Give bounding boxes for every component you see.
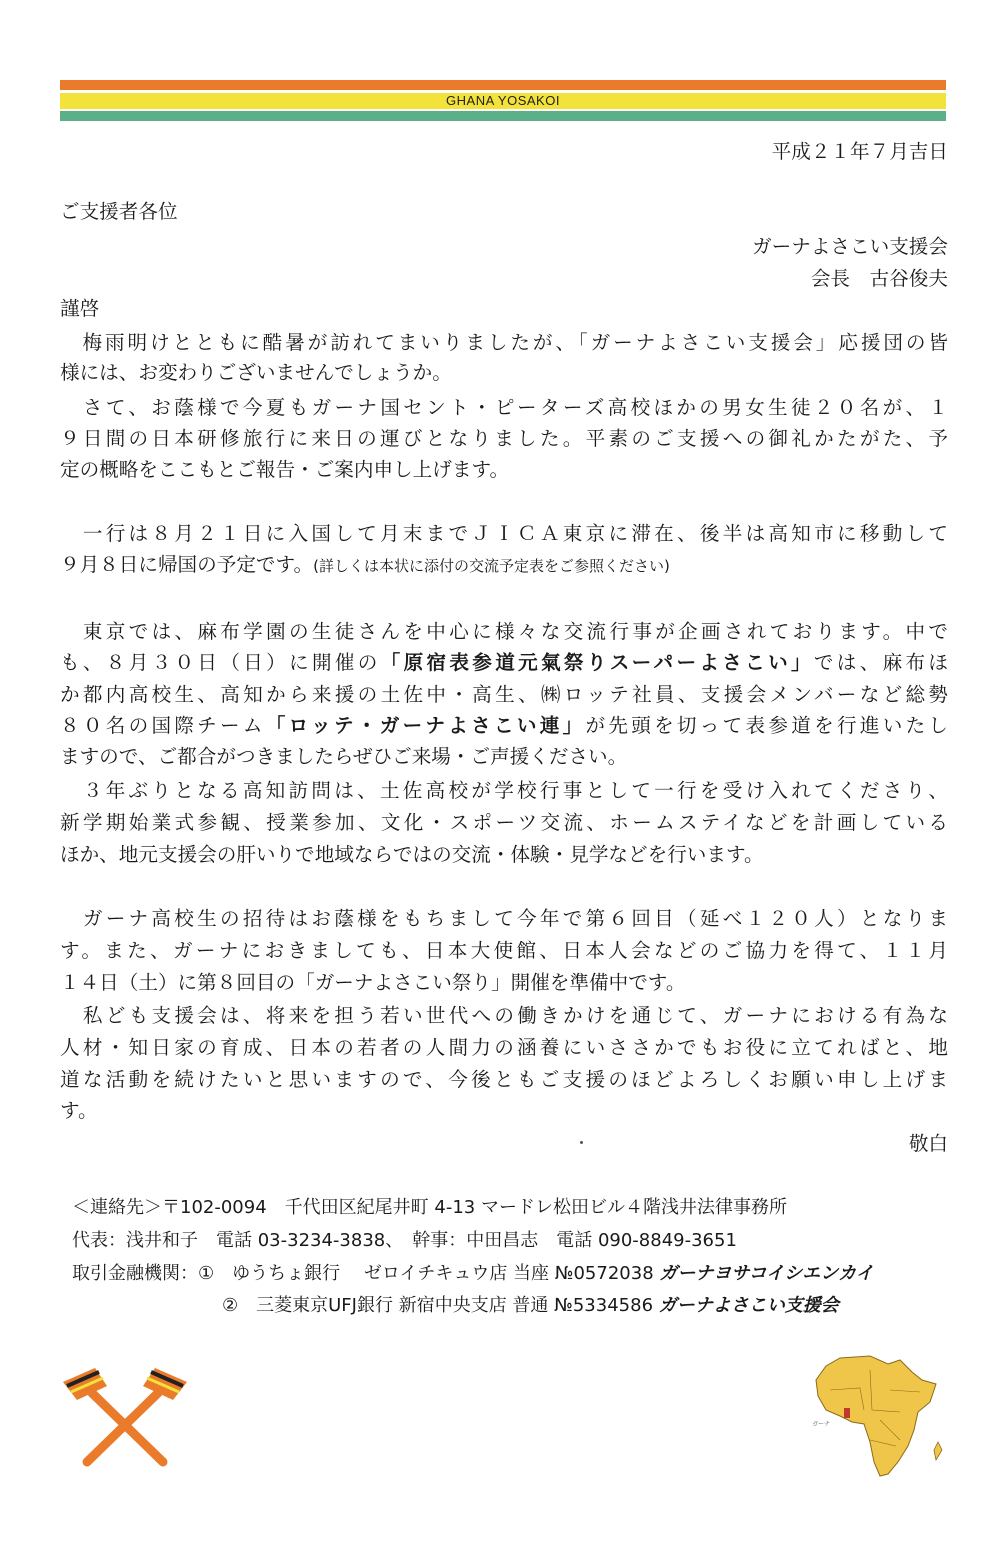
bank-account-1-info: 取引金融機関：① ゆうちょ銀行 ゼロイチキュウ店 当座 №0572038 — [72, 1263, 654, 1284]
body-line: ますので、ご都合がつきましたらぜひご来場・ご声援ください。 — [60, 745, 628, 768]
body-line: 定の概略をここもとご報告・ご案内申し上げます。 — [60, 458, 510, 481]
contact-phones: 代表：浅井和子 電話 03-3234-3838、 幹事：中田昌志 電話 090-8849-3651 — [72, 1230, 737, 1251]
event-name: 「原宿表参道元氣祭りスーパーよさこい」 — [380, 651, 814, 674]
body-line: す。 — [60, 1099, 98, 1122]
addressee: ご支援者各位 — [60, 200, 178, 223]
body-text: ９月８日に帰国の予定です。 — [60, 553, 314, 576]
header-stripe-green — [60, 111, 946, 121]
bank-account-1-holder: ガーナヨサコイシエンカイ — [659, 1263, 874, 1284]
contact-address: ＜連絡先＞〒102-0094 千代田区紀尾井町 4-13 マードレ松田ビル４階浅井法律事務所 — [72, 1197, 787, 1218]
body-text: も、８月３０日（日）に開催の — [60, 651, 381, 674]
attachment-note: (詳しくは本状に添付の交流予定表をご参照ください) — [313, 557, 670, 575]
body-text: が先頭を切って表参道を行進いたし — [585, 714, 948, 737]
sender-name: 会長 古谷俊夫 — [810, 267, 948, 290]
closing: 敬白 — [908, 1132, 948, 1155]
body-line: 一行は８月２１日に入国して月末までＪＩＣＡ東京に滞在、後半は高知市に移動して — [60, 522, 948, 545]
body-line — [60, 714, 948, 738]
scan-speck — [580, 1141, 583, 1144]
header-stripe-orange — [60, 80, 946, 90]
body-text: ８０名の国際チーム — [60, 714, 266, 737]
body-line: ９日間の日本研修旅行に来日の運びとなりました。平素のご支援への御礼かたがた、予 — [60, 427, 948, 450]
body-line: 東京では、麻布学園の生徒さんを中心に様々な交流行事が企画されております。中で — [60, 620, 948, 643]
body-line — [60, 651, 948, 675]
header-title: GHANA YOSAKOI — [446, 93, 560, 108]
sender-org: ガーナよさこい支援会 — [752, 235, 948, 258]
body-line: す。また、ガーナにおきましても、日本大使館、日本人会などのご協力を得て、１１月 — [60, 939, 948, 962]
body-line: 様には、お変わりございませんでしょうか。 — [60, 361, 452, 384]
body-line: ガーナ高校生の招待はお蔭様をもちまして今年で第６回目（延べ１２０人）となりま — [60, 907, 948, 930]
body-line: 人材・知日家の育成、日本の若者の人間力の涵養にいささかでもお役に立てればと、地 — [60, 1036, 948, 1059]
crossed-oars-logo — [55, 1360, 195, 1470]
body-line: １４日（土）に第８回目の「ガーナよさこい祭り」開催を準備中です。 — [60, 971, 686, 994]
body-text: では、麻布ほ — [813, 651, 948, 674]
body-line: 道な活動を続けたいと思いますので、今後ともご支援のほどよろしくお願い申し上げま — [60, 1068, 948, 1091]
ghana-marker — [844, 1408, 850, 1418]
bank-account-2 — [222, 1294, 839, 1318]
body-line: 新学期始業式参観、授業参加、文化・スポーツ交流、ホームステイなどを計画している — [60, 811, 948, 834]
body-line: 梅雨明けとともに酷暑が訪れてまいりましたが、「ガーナよさこい支援会」応援団の皆 — [60, 331, 948, 354]
body-line: さて、お蔭様で今夏もガーナ国セント・ピーターズ高校ほかの男女生徒２０名が、１ — [60, 396, 948, 419]
map-label: ガーナ — [812, 1421, 831, 1428]
body-line: 私ども支援会は、将来を担う若い世代への働きかけを通じて、ガーナにおける有為な — [60, 1004, 948, 1027]
body-line: か都内高校生、高知から来援の土佐中・高生、㈱ロッテ社員、支援会メンバーなど総勢 — [60, 683, 948, 706]
bank-account-2-info: ② 三菱東京UFJ銀行 新宿中央支店 普通 №5334586 — [222, 1295, 654, 1316]
bank-account-1 — [72, 1262, 874, 1286]
bank-account-2-holder: ガーナよさこい支援会 — [658, 1295, 839, 1316]
team-name: 「ロッテ・ガーナよさこい連」 — [265, 714, 586, 737]
body-line: ほか、地元支援会の肝いりで地域ならではの交流・体験・見学などを行います。 — [60, 843, 764, 866]
letter-date: 平成２１年７月吉日 — [771, 140, 948, 163]
salutation: 謹啓 — [60, 297, 100, 320]
africa-map — [800, 1350, 950, 1485]
body-line — [60, 553, 670, 577]
body-line: ３年ぶりとなる高知訪問は、土佐高校が学校行事として一行を受け入れてくださり、 — [60, 779, 948, 802]
